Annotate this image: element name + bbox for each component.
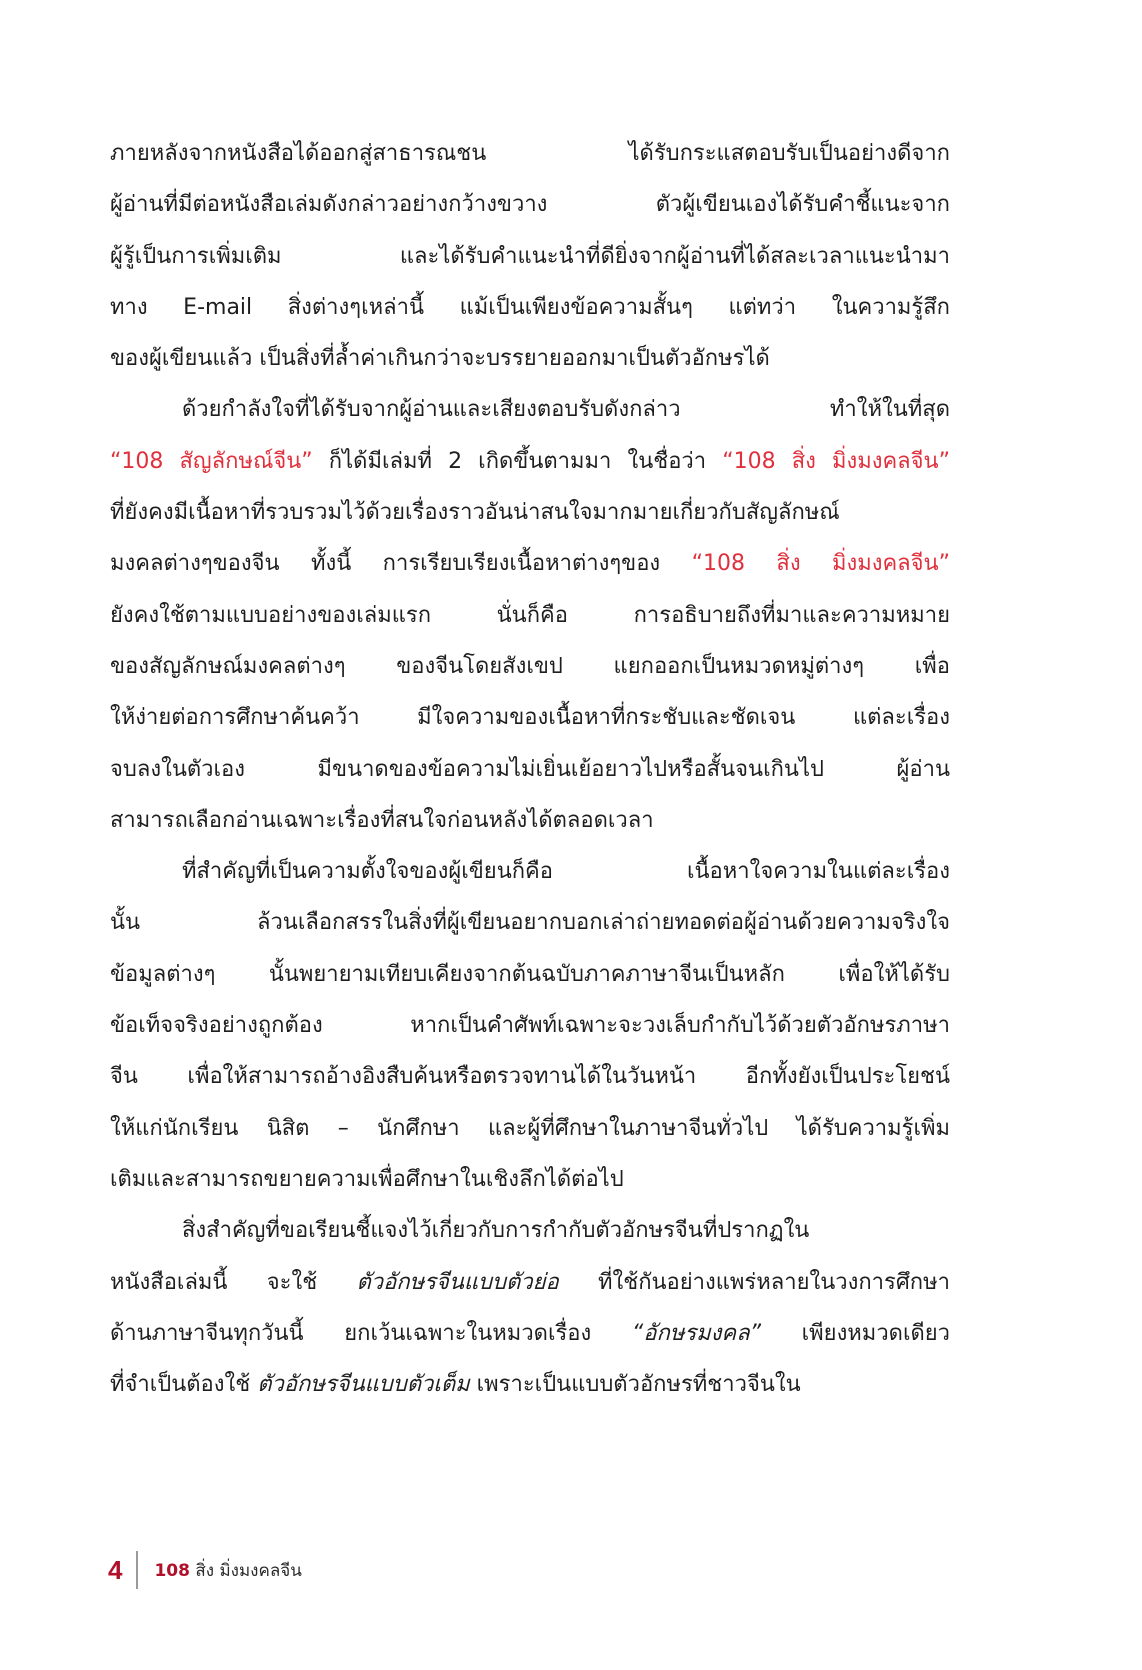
text-line bbox=[110, 1154, 950, 1205]
emphasis-text: “อักษรมงคล” bbox=[631, 1320, 761, 1346]
text-line bbox=[110, 282, 950, 333]
text-line bbox=[110, 1000, 950, 1051]
text-run: ของผู้เขียนแล้ว เป็นสิ่งที่ล้ำค่าเกินกว่าจะบรรยายออกมาเป็นตัวอักษรได้ bbox=[110, 346, 770, 372]
page-footer bbox=[108, 1550, 302, 1590]
text-line bbox=[110, 333, 950, 384]
paragraph bbox=[110, 384, 950, 846]
emphasis-text: ตัวอักษรจีนแบบตัวย่อ bbox=[356, 1269, 559, 1295]
text-line bbox=[110, 538, 950, 589]
text-run: ผู้รู้เป็นการเพิ่มเติม และได้รับคำแนะนำที่ดียิ่งจากผู้อ่านที่ได้สละเวลาแนะนำมา bbox=[110, 243, 950, 269]
paragraph bbox=[110, 1205, 950, 1410]
text-line bbox=[110, 641, 950, 692]
text-line bbox=[110, 590, 950, 641]
book-title-reference: “108 สิ่ง มิ่งมงคลจีน” bbox=[722, 448, 950, 474]
text-line bbox=[110, 1051, 950, 1102]
book-title-number: 108 bbox=[154, 1560, 190, 1581]
paragraph bbox=[110, 128, 950, 384]
text-run: ผู้อ่านที่มีต่อหนังสือเล่มดังกล่าวอย่างกว้างขวาง ตัวผู้เขียนเองได้รับคำชี้แนะจาก bbox=[110, 192, 950, 218]
text-line bbox=[110, 1359, 950, 1410]
text-run: เพราะเป็นแบบตัวอักษรที่ชาวจีนใน bbox=[469, 1372, 801, 1398]
text-line bbox=[110, 744, 950, 795]
text-run: จีน เพื่อให้สามารถอ้างอิงสืบค้นหรือตรวจทานได้ในวันหน้า อีกทั้งยังเป็นประโยชน์ bbox=[110, 1064, 950, 1090]
text-run: ด้านภาษาจีนทุกวันนี้ ยกเว้นเฉพาะในหมวดเรื่อง bbox=[110, 1320, 632, 1346]
text-run: ข้อมูลต่างๆ นั้นพยายามเทียบเคียงจากต้นฉบับภาคภาษาจีนเป็นหลัก เพื่อให้ได้รับ bbox=[110, 961, 950, 987]
book-title-reference: “108 สิ่ง มิ่งมงคลจีน” bbox=[691, 551, 950, 577]
text-run: เพียงหมวดเดียว bbox=[761, 1320, 951, 1346]
text-run: ให้ง่ายต่อการศึกษาค้นคว้า มีใจความของเนื้อหาที่กระชับและชัดเจน แต่ละเรื่อง bbox=[110, 705, 950, 731]
text-run: ภายหลังจากหนังสือได้ออกสู่สาธารณชน ได้รับกระแสตอบรับเป็นอย่างดีจาก bbox=[110, 141, 950, 166]
paragraph bbox=[110, 846, 950, 1205]
text-line bbox=[110, 179, 950, 230]
text-run: สามารถเลือกอ่านเฉพาะเรื่องที่สนใจก่อนหลังได้ตลอดเวลา bbox=[110, 807, 654, 833]
book-title bbox=[154, 1557, 301, 1584]
text-line bbox=[110, 384, 950, 435]
text-run: ข้อเท็จจริงอย่างถูกต้อง หากเป็นคำศัพท์เฉพาะจะวงเล็บกำกับไว้ด้วยตัวอักษรภาษา bbox=[110, 1013, 950, 1039]
text-run: ทาง E-mail สิ่งต่างๆเหล่านี้ แม้เป็นเพียงข้อความสั้นๆ แต่ทว่า ในความรู้สึก bbox=[110, 294, 950, 320]
text-run: ที่ยังคงมีเนื้อหาที่รวบรวมไว้ด้วยเรื่องราวอันน่าสนใจมากมายเกี่ยวกับสัญลักษณ์ bbox=[110, 500, 840, 526]
book-title-reference: “108 สัญลักษณ์จีน” bbox=[110, 448, 313, 474]
emphasis-text: ตัวอักษรจีนแบบตัวเต็ม bbox=[257, 1372, 470, 1398]
text-run: จบลงในตัวเอง มีขนาดของข้อความไม่เยิ่นเย้อยาวไปหรือสั้นจนเกินไป ผู้อ่าน bbox=[110, 756, 950, 782]
text-run: สิ่งสำคัญที่ขอเรียนชี้แจงไว้เกี่ยวกับการกำกับตัวอักษรจีนที่ปรากฏใน bbox=[182, 1218, 810, 1244]
text-run: ให้แก่นักเรียน นิสิต – นักศึกษา และผู้ที่ศึกษาในภาษาจีนทั่วไป ได้รับความรู้เพิ่ม bbox=[110, 1115, 950, 1141]
book-title-text: สิ่ง มิ่งมงคลจีน bbox=[189, 1560, 302, 1581]
text-run: ด้วยกำลังใจที่ได้รับจากผู้อ่านและเสียงตอบรับดังกล่าว ทำให้ในที่สุด bbox=[182, 397, 950, 423]
text-run: ก็ได้มีเล่มที่ 2 เกิดขึ้นตามมา ในชื่อว่า bbox=[312, 448, 723, 474]
text-line bbox=[110, 897, 950, 948]
text-run: ที่จำเป็นต้องใช้ bbox=[110, 1372, 258, 1398]
text-line bbox=[110, 949, 950, 1000]
text-line bbox=[110, 1257, 950, 1308]
text-line bbox=[110, 487, 950, 538]
text-line bbox=[110, 436, 950, 487]
text-run: ยังคงใช้ตามแบบอย่างของเล่มแรก นั่นก็คือ การอธิบายถึงที่มาและความหมาย bbox=[110, 602, 950, 628]
body-text bbox=[110, 128, 950, 1410]
text-line bbox=[110, 846, 950, 897]
text-line bbox=[110, 1205, 950, 1256]
text-line bbox=[110, 128, 950, 179]
text-run: ของสัญลักษณ์มงคลต่างๆ ของจีนโดยสังเขป แยกออกเป็นหมวดหมู่ต่างๆ เพื่อ bbox=[110, 653, 950, 679]
text-line bbox=[110, 1103, 950, 1154]
page-number: 4 bbox=[108, 1554, 123, 1585]
text-run: หนังสือเล่มนี้ จะใช้ bbox=[110, 1269, 357, 1295]
page-body bbox=[110, 128, 950, 1410]
text-line bbox=[110, 795, 950, 846]
text-run: เติมและสามารถขยายความเพื่อศึกษาในเชิงลึกได้ต่อไป bbox=[110, 1166, 624, 1192]
footer-divider bbox=[136, 1551, 138, 1589]
text-line bbox=[110, 692, 950, 743]
text-run: ที่ใช้กันอย่างแพร่หลายในวงการศึกษา bbox=[558, 1269, 950, 1295]
text-run: นั้น ล้วนเลือกสรรในสิ่งที่ผู้เขียนอยากบอกเล่าถ่ายทอดต่อผู้อ่านด้วยความจริงใจ bbox=[110, 910, 950, 936]
text-run: ที่สำคัญที่เป็นความตั้งใจของผู้เขียนก็คือ เนื้อหาใจความในแต่ละเรื่อง bbox=[182, 859, 950, 885]
text-run: มงคลต่างๆของจีน ทั้งนี้ การเรียบเรียงเนื้อหาต่างๆของ bbox=[110, 551, 692, 577]
text-line bbox=[110, 1308, 950, 1359]
text-line bbox=[110, 231, 950, 282]
